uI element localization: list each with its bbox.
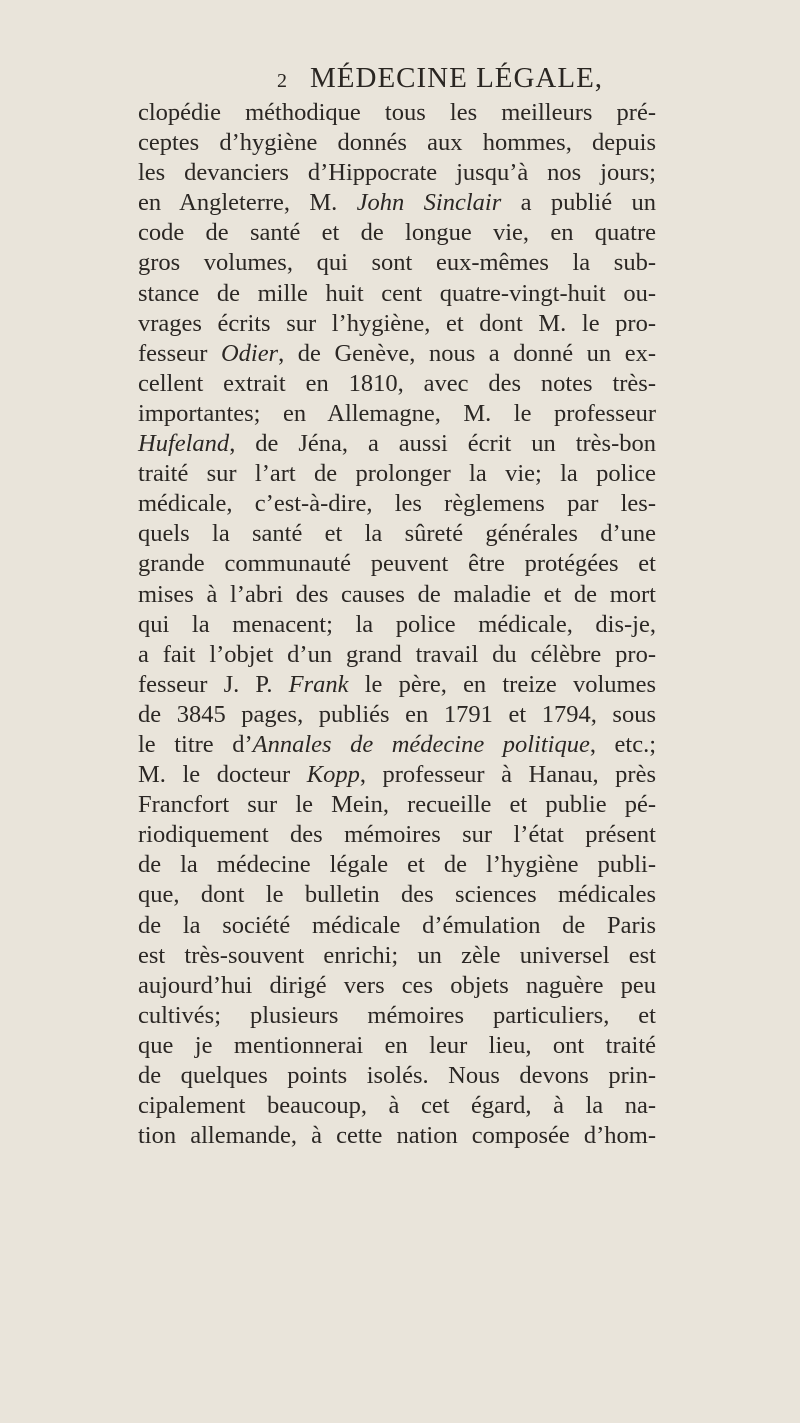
text-line: cellent extrait en 1810, avec des notes très-: [138, 369, 656, 397]
text-line: est très-souvent enrichi; un zèle universel est: [138, 941, 656, 969]
text-line: de la médecine légale et de l’hygiène publi-: [138, 851, 656, 879]
text-line: vrages écrits sur l’hygiène, et dont M. le pro-: [138, 309, 656, 337]
text-line: riodiquement des mémoires sur l’état présent: [138, 821, 656, 849]
text-line: le titre d’Annales de médecine politique, etc.;: [138, 730, 657, 758]
text-line: que, dont le bulletin des sciences médicales: [138, 881, 656, 909]
text-line: a fait l’objet d’un grand travail du célèbre pro-: [138, 640, 656, 668]
text-line: importantes; en Allemagne, M. le professeur: [138, 399, 656, 427]
text-line: quels la santé et la sûreté générales d’une: [138, 520, 656, 548]
text-line: tion allemande, à cette nation composée d’hom-: [138, 1122, 656, 1150]
text-line: les devanciers d’Hippocrate jusqu’à nos jours;: [138, 159, 656, 187]
text-line: en Angleterre, M. John Sinclair a publié un: [138, 189, 656, 217]
text-line: cipalement beaucoup, à cet égard, à la na-: [138, 1092, 656, 1120]
text-line: qui la menacent; la police médicale, dis-je,: [138, 610, 656, 638]
text-line: ceptes d’hygiène donnés aux hommes, depuis: [138, 129, 656, 157]
text-line: Hufeland, de Jéna, a aussi écrit un très-bon: [138, 430, 656, 458]
page-header: [0, 62, 800, 102]
text-line: que je mentionnerai en leur lieu, ont traité: [138, 1031, 656, 1059]
text-line: aujourd’hui dirigé vers ces objets naguère peu: [138, 971, 656, 999]
text-line: fesseur J. P. Frank le père, en treize volumes: [138, 670, 656, 698]
text-line: stance de mille huit cent quatre-vingt-huit ou-: [138, 279, 656, 307]
text-line: médicale, c’est-à-dire, les règlemens par les-: [138, 490, 656, 518]
text-line: traité sur l’art de prolonger la vie; la police: [138, 460, 656, 488]
text-line: mises à l’abri des causes de maladie et de mort: [138, 580, 656, 608]
text-line: M. le docteur Kopp, professeur à Hanau, près: [138, 761, 656, 789]
text-line: Francfort sur le Mein, recueille et publie pé-: [138, 791, 656, 819]
text-line: cultivés; plusieurs mémoires particuliers, et: [138, 1001, 656, 1029]
running-title: MÉDECINE LÉGALE,: [310, 62, 604, 94]
page-number: 2: [277, 70, 287, 92]
text-line: de quelques points isolés. Nous devons prin-: [138, 1062, 656, 1089]
text-line: clopédie méthodique tous les meilleurs pré-: [138, 99, 656, 126]
text-line: gros volumes, qui sont eux-mêmes la sub-: [138, 249, 656, 277]
text-line: de 3845 pages, publiés en 1791 et 1794, sous: [138, 700, 656, 728]
text-line: fesseur Odier, de Genève, nous a donné un ex-: [138, 339, 656, 367]
body-text: [138, 98, 656, 1151]
text-line: grande communauté peuvent être protégées et: [138, 550, 656, 578]
text-line: de la société médicale d’émulation de Paris: [138, 911, 656, 939]
text-line: code de santé et de longue vie, en quatre: [138, 219, 656, 247]
